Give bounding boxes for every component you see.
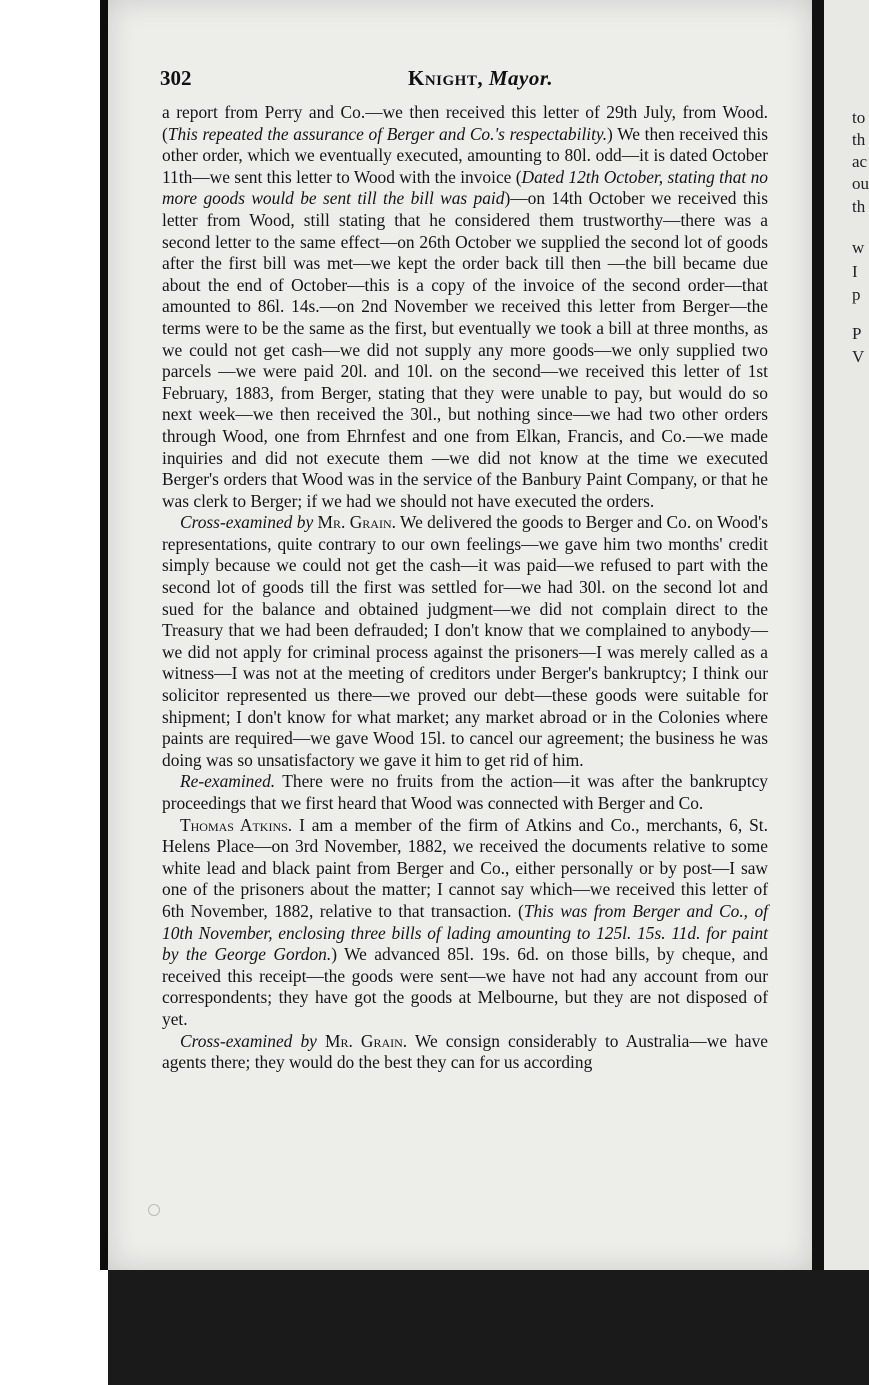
text-segment: Cross-examined by: [180, 512, 318, 533]
page-header: [160, 66, 760, 92]
running-head-title: Mayor.: [488, 66, 554, 90]
text-segment: Thomas Atkins.: [180, 814, 293, 835]
text-segment: Mr. Grain.: [317, 512, 396, 533]
next-page-fragment: th: [852, 197, 866, 216]
page-number: 302: [160, 66, 192, 90]
text-segment: ) We then received this other order, which we eventually executed, amounting to 80l. odd—it is dated October 11th—we sent this letter to Wood with the invoice (: [162, 123, 768, 187]
body-text: [162, 102, 768, 1074]
text-segment: )—on 14th October we received this letter from Wood, still stating that he considered them trustworthy—there was a second letter to the same effect—on 26th October we supplied the second lot of goods after the first bill was met—we kept the order back till then —the bill became due about the end of October—this is a copy of the invoice of the second order—that amounted to 86l. 14s.—on 2nd November we received this letter from Berger—the terms were to be the same as the first, but eventually we took a bill at three months, as we could not get cash—we did not supply any more goods—we only supplied two parcels —we were paid 20l. and 10l. on the second—we received this letter of 1st February, 1883, from Berger, stating that they were unable to pay, but would do so next week—we then received the 30l., but nothing since—we had two other orders through Wood, one from Ehrnfest and one from Elkan, Francis, and Co.—we made inquiries and did not execute them —we did not know at the time we executed Berger's orders that Wood was in the service of the Banbury Paint Company, or that he was clerk to Berger; if we had we should not have executed the orders.: [162, 188, 768, 511]
next-page-fragment: th: [852, 130, 866, 149]
text-segment: I am a member of the firm of Atkins and Co., merchants, 6, St. Helens Place—on 3rd November, 1882, we received the documents relative to some white lead and black paint from Berger and Co., either personally or by post—I saw one of the prisoners about the matter; I cannot say which—we received this letter of 6th November, 1882, relative to that transaction. (: [162, 814, 768, 921]
running-head: [408, 66, 553, 91]
text-segment: There were no fruits from the action—it was after the bankruptcy proceedings that we first heard that Wood was connected with Berger and Co.: [162, 771, 768, 813]
page-gutter: [812, 0, 824, 1270]
next-page-fragment: P: [852, 324, 862, 343]
next-page-fragment: to: [852, 108, 866, 127]
text-segment: Re-examined.: [180, 771, 276, 792]
text-segment: ) We advanced 85l. 19s. 6d. on those bills, by cheque, and received this receipt—the goods were sent—we have not had any account from our correspondents; they have got the goods at Melbourne, but they are not disposed of yet.: [162, 944, 768, 1029]
binding-rule: [100, 0, 108, 1270]
text-segment: Cross-examined by: [180, 1030, 325, 1051]
next-page-fragment: w: [852, 238, 865, 257]
text-segment: We delivered the goods to Berger and Co. on Wood's representations, quite contrary to our own feelings—we gave him two months' credit simply because we could not get the cash—it was paid—we refused to part with the second lot of goods till the first was settled for—we had 30l. on the second lot and sued for the balance and obtained judgment—we did not complain direct to the Treasury that we had been defrauded; I don't know that we complained to anybody—we did not apply for criminal process against the prisoners—I was merely called as a witness—I was not at the meeting of creditors under Berger's bankruptcy; I think our solicitor represented us there—we proved our debt—these goods were suitable for shipment; I don't know for what market; any market abroad or in the Colonies where paints are required—we gave Wood 15l. to cancel our agreement; the business he was doing was so unsatisfactory we gave it him to get rid of him.: [162, 512, 768, 770]
paragraph: [162, 1031, 768, 1074]
book-page: [108, 0, 812, 1270]
next-page-fragment: I: [852, 262, 858, 281]
scan-background: [108, 1270, 869, 1385]
paragraph: [162, 771, 768, 814]
text-segment: Mr. Grain.: [325, 1030, 408, 1051]
next-page-fragment: ac: [852, 152, 868, 171]
text-segment: This was from Berger and Co., of 10th November, enclosing three bills of lading amounting to 125l. 15s. 11d. for paint by the George Gordon.: [162, 900, 769, 965]
paragraph: [162, 815, 768, 1031]
next-page-fragment: V: [852, 347, 865, 366]
next-page-edge: [824, 0, 869, 1270]
text-segment: Dated 12th October, stating that no more goods would be sent till the bill was paid: [162, 166, 768, 209]
text-segment: This repeated the assurance of Berger and Co.'s respectability.: [167, 123, 608, 144]
next-page-fragment: ou: [852, 174, 869, 193]
text-segment: a report from Perry and Co.—we then received this letter of 29th July, from Wood. (: [162, 102, 768, 144]
paragraph: [162, 102, 768, 512]
next-page-fragment: p: [852, 285, 861, 304]
left-margin: [0, 0, 108, 1385]
stain-mark: [148, 1204, 160, 1216]
paragraph: [162, 512, 768, 771]
running-head-name: Knight,: [408, 66, 484, 90]
text-segment: We consign considerably to Australia—we have agents there; they would do the best they can for us according: [162, 1030, 768, 1073]
